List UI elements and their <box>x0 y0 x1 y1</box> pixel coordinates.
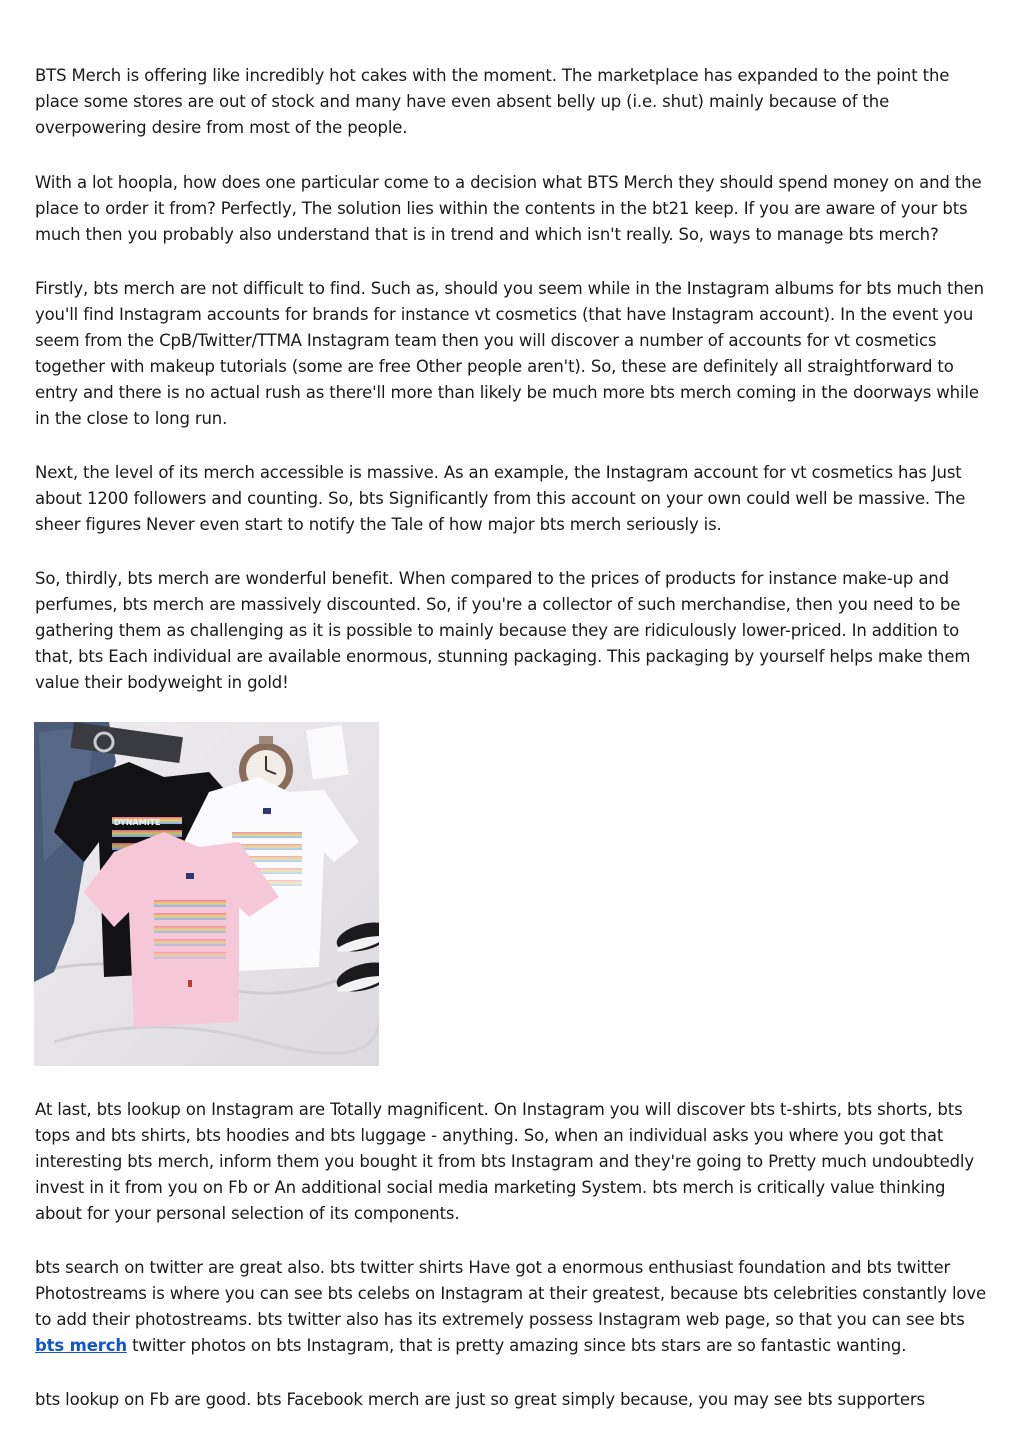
twitter-text-after-link: twitter photos on bts Instagram, that is pretty amazing since bts stars are so fantastic wanting. <box>126 1336 907 1355</box>
paragraph-firstly: Firstly, bts merch are not difficult to find. Such as, should you seem while in the Instagram albums for bts much then you'll find Instagram accounts for brands for instance vt cosmetics (that have Instagram account). In the event you seem from the CpB/Twitter/TTMA Instagram team then you will discover a number of accounts for vt cosmetics together with makeup tutorials (some are free Other people aren't). So, these are definitely all straightforward to entry and there is no actual rush as there'll more than likely be much more bts merch coming in the doorways while in the close to long run. <box>35 279 984 428</box>
paragraph-thirdly: So, thirdly, bts merch are wonderful benefit. When compared to the prices of products for instance make-up and perfumes, bts merch are massively discounted. So, if you're a collector of such merchandise, then you need to be gathering them as challenging as it is possible to mainly because they are ridiculously lower-priced. In addition to that, bts Each individual are available enormous, stunning packaging. This packaging by yourself helps make them value their bodyweight in gold! <box>35 569 971 692</box>
paragraph-twitter <box>35 1255 995 1359</box>
twitter-text-before-link: bts search on twitter are great also. bts twitter shirts Have got a enormous enthusiast foundation and bts twitter Photostreams is where you can see bts celebs on Instagram at their greatest, because bts celebrities constantly love to add their photostreams. bts twitter also has its extremely possess Instagram web page, so that you can see bts <box>35 1258 986 1329</box>
product-photo-tshirts <box>34 722 379 1066</box>
black-shirt-print: DYNAMITE <box>114 818 161 827</box>
paragraph-hoopla: With a lot hoopla, how does one particular come to a decision what BTS Merch they should spend money on and the place to order it from? Perfectly, The solution lies within the contents in the bt21 keep. If you are aware of your bts much then you probably also understand that is in trend and which isn't really. So, ways to manage bts merch? <box>35 173 982 244</box>
paragraph-intro: BTS Merch is offering like incredibly hot cakes with the moment. The marketplace has expanded to the point the place some stores are out of stock and many have even absent belly up (i.e. shut) mainly because of the overpowering desire from most of the people. <box>35 66 950 137</box>
paragraph-facebook: bts lookup on Fb are good. bts Facebook merch are just so great simply because, you may see bts supporters <box>35 1390 925 1409</box>
paragraph-instagram: At last, bts lookup on Instagram are Totally magnificent. On Instagram you will discover bts t-shirts, bts shorts, bts tops and bts shirts, bts hoodies and bts luggage - anything. So, when an individual asks you where you got that interesting bts merch, inform them you bought it from bts Instagram and they're going to Pretty much undoubtedly invest in it from you on Fb or An additional social media marketing System. bts merch is critically value thinking about for your personal selection of its components. <box>35 1100 974 1223</box>
bts-merch-link[interactable]: bts merch <box>35 1336 127 1355</box>
paragraph-next: Next, the level of its merch accessible is massive. As an example, the Instagram account for vt cosmetics has Just about 1200 followers and counting. So, bts Significantly from this account on your own could well be massive. The sheer figures Never even start to notify the Tale of how major bts merch seriously is. <box>35 463 966 534</box>
